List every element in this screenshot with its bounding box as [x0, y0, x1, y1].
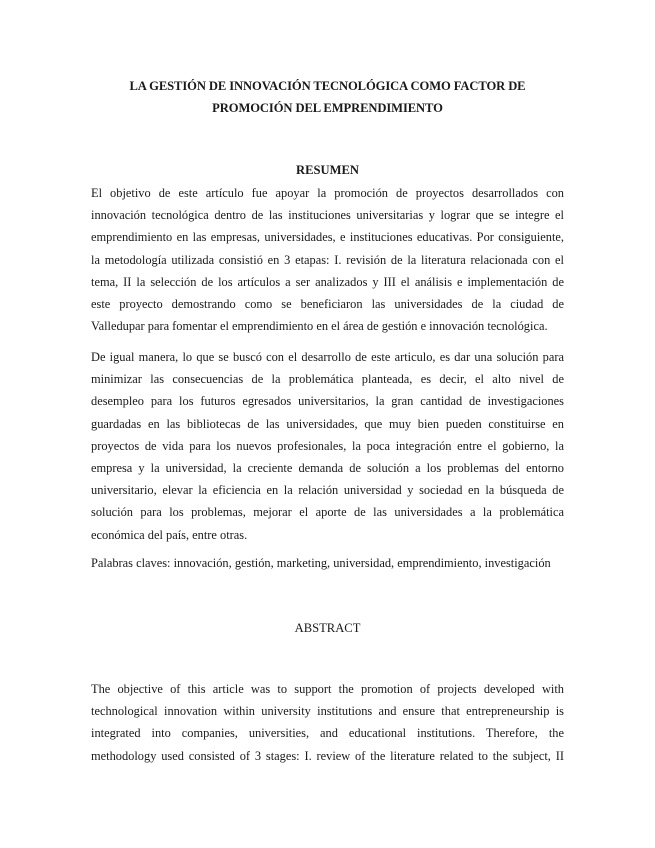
text-line: methodology used consisted of 3 stages: I. review of the literature related to the subject, II	[91, 748, 564, 763]
text-line: innovación tecnológica dentro de las instituciones universitarias y lograr que se integre el	[91, 208, 564, 223]
abstract-paragraph-1	[91, 678, 564, 767]
resumen-paragraph-2	[91, 346, 564, 546]
text-line: Valledupar para fomentar el emprendimiento en el área de gestión e innovación tecnológica.	[91, 319, 548, 334]
text-line: este proyecto demostrando como se beneficiaron las universidades de la ciudad de	[91, 297, 564, 312]
text-line: empresa y la universidad, la creciente demanda de solución a los problemas del entorno	[91, 461, 564, 476]
text-line: De igual manera, lo que se buscó con el desarrollo de este articulo, es dar una solución para	[91, 350, 564, 364]
paper-title-line-2: PROMOCIÓN DEL EMPRENDIMIENTO	[212, 101, 443, 115]
text-line: proyectos de vida para los nuevos profesionales, la poca integración entre el gobierno, la	[91, 438, 564, 453]
text-line: económica del país, entre otras.	[91, 527, 248, 542]
resumen-paragraph-1	[91, 182, 564, 337]
text-line: El objetivo de este artículo fue apoyar la promoción de proyectos desarrollados con	[91, 186, 564, 200]
text-line: guardadas en las bibliotecas de las universidades, que muy bien pueden constituirse en	[91, 416, 564, 431]
text-line: la metodología utilizada consistió en 3 etapas: I. revisión de la literatura relacionada con el	[91, 252, 564, 267]
text-line: tema, II la selección de los artículos a ser analizados y III el análisis e implementación de	[91, 274, 564, 289]
text-line: universitario, elevar la eficiencia en la relación universidad y sociedad en la búsqueda de	[91, 483, 564, 498]
text-line: The objective of this article was to support the promotion of projects developed with	[91, 682, 564, 696]
text-line: desempleo para los futuros egresados universitarios, la gran cantidad de investigaciones	[91, 394, 564, 409]
text-line: technological innovation within university institutions and ensure that entrepreneurship is	[91, 704, 564, 719]
text-line: solución para los problemas, mejorar el aporte de las universidades a la problemática	[91, 505, 564, 520]
text-line: minimizar las consecuencias de la problemática planteada, es decir, el alto nivel de	[91, 372, 564, 387]
paper-title	[91, 75, 564, 119]
text-line: integrated into companies, universities, and educational institutions. Therefore, the	[91, 726, 564, 741]
paper-title-line-1: LA GESTIÓN DE INNOVACIÓN TECNOLÓGICA COMO FACTOR DE	[129, 79, 526, 93]
text-line: emprendimiento en las empresas, universidades, e instituciones educativas. Por consiguiente,	[91, 230, 564, 245]
keywords: Palabras claves: innovación, gestión, marketing, universidad, emprendimiento, investigación	[91, 556, 551, 570]
resumen-heading: RESUMEN	[296, 163, 359, 177]
abstract-heading: ABSTRACT	[294, 621, 361, 635]
